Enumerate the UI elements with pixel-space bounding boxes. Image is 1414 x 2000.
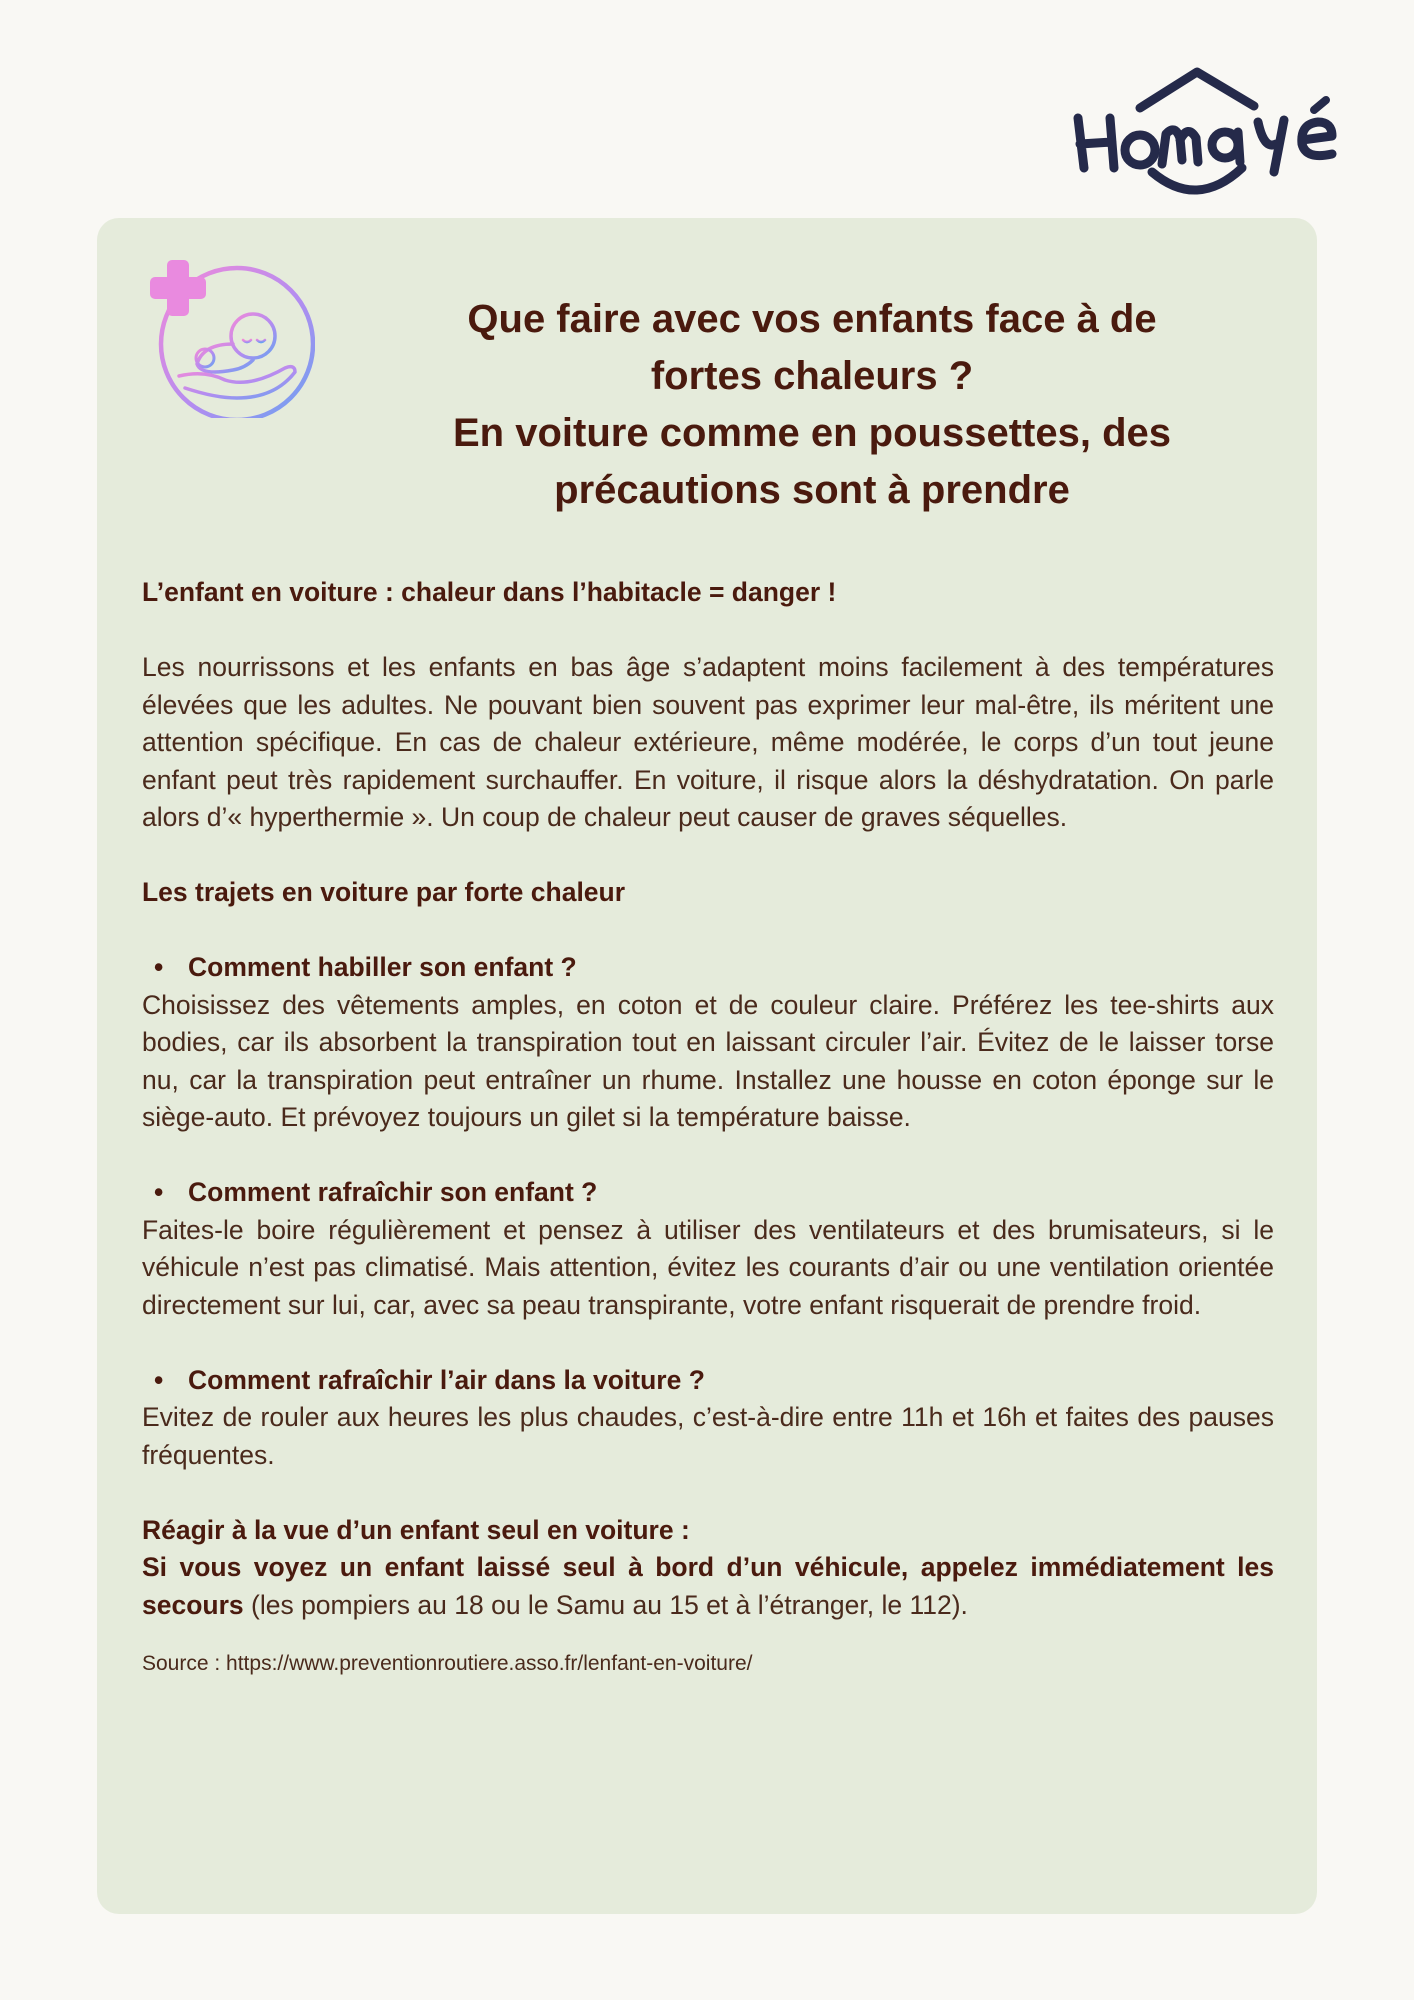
bullet-item-text: Faites-le boire régulièrement et pensez à utiliser des ventilateurs et des brumisateurs, si le véhicule n’est pas climatisé. Mais attention, évitez les courants d’air ou une ventilation orientée directement sur lui, car, avec sa peau transpirante, votre enfant risquerait de prendre froid. — [142, 1214, 1274, 1320]
baby-care-badge — [145, 248, 315, 418]
bullet-item-text: Choisissez des vêtements amples, en coton et de couleur claire. Préférez les tee-shirts aux bodies, car ils absorbent la transpiration tout en laissant circuler l’air. Évitez de le laisser torse nu, car la transpiration peut entraîner un rhume. Installez une housse en coton éponge sur le siège-auto. Et prévoyez toujours un gilet si la température baisse. — [142, 989, 1274, 1132]
bullet-title-text: Comment rafraîchir l’air dans la voiture ? — [188, 1364, 705, 1395]
section-heading-child-alone: Réagir à la vue d’un enfant seul en voiture : — [142, 1514, 690, 1545]
bullet-icon: • — [154, 952, 164, 982]
emergency-emphasis: Si vous voyez un enfant laissé seul à bord d’un véhicule, appelez immédiatement les secours — [142, 1552, 1274, 1620]
title-line: En voiture comme en poussettes, des — [453, 411, 1171, 455]
title-line: fortes chaleurs ? — [650, 354, 974, 398]
title-line: Que faire avec vos enfants face à de — [467, 297, 1157, 341]
bullet-title-text: Comment rafraîchir son enfant ? — [188, 1177, 598, 1207]
bullet-item-title — [142, 949, 1274, 987]
homaye-logo-icon — [1070, 60, 1350, 195]
bullet-title-text: Comment habiller son enfant ? — [188, 952, 577, 982]
intro-paragraph: Les nourrissons et les enfants en bas âge s’adaptent moins facilement à des températures élevées que les adultes. Ne pouvant bien souvent pas exprimer leur mal-être, ils méritent une attention spécifique. En cas de chaleur extérieure, même modérée, le corps d’un tout jeune enfant peut très rapidement surchauffer. En voiture, il risque alors la déshydratation. On parle alors d’« hyperthermie ». Un coup de chaleur peut causer de graves séquelles. — [142, 652, 1274, 832]
info-card — [97, 218, 1317, 1914]
baby-care-icon — [145, 248, 315, 418]
emergency-paragraph — [142, 1549, 1274, 1624]
bullet-icon: • — [154, 1364, 164, 1395]
bullet-item-title — [142, 1362, 1274, 1400]
emergency-numbers: (les pompiers au 18 ou le Samu au 15 et à l’étranger, le 112). — [243, 1589, 968, 1620]
page-title — [347, 291, 1277, 519]
title-line: précautions sont à prendre — [554, 468, 1070, 512]
section-heading-trips: Les trajets en voiture par forte chaleur — [142, 877, 626, 907]
article-body — [142, 574, 1274, 1679]
bullet-item-title — [142, 1174, 1274, 1212]
bullet-icon: • — [154, 1177, 164, 1207]
homaye-logo[interactable] — [1070, 60, 1350, 195]
section-heading-car-danger: L’enfant en voiture : chaleur dans l’habitacle = danger ! — [142, 577, 837, 607]
bullet-item-text: Evitez de rouler aux heures les plus chaudes, c’est-à-dire entre 11h et 16h et faites des pauses fréquentes. — [142, 1402, 1274, 1470]
source-link[interactable]: Source : https://www.preventionroutiere.asso.fr/lenfant-en-voiture/ — [142, 1652, 753, 1675]
